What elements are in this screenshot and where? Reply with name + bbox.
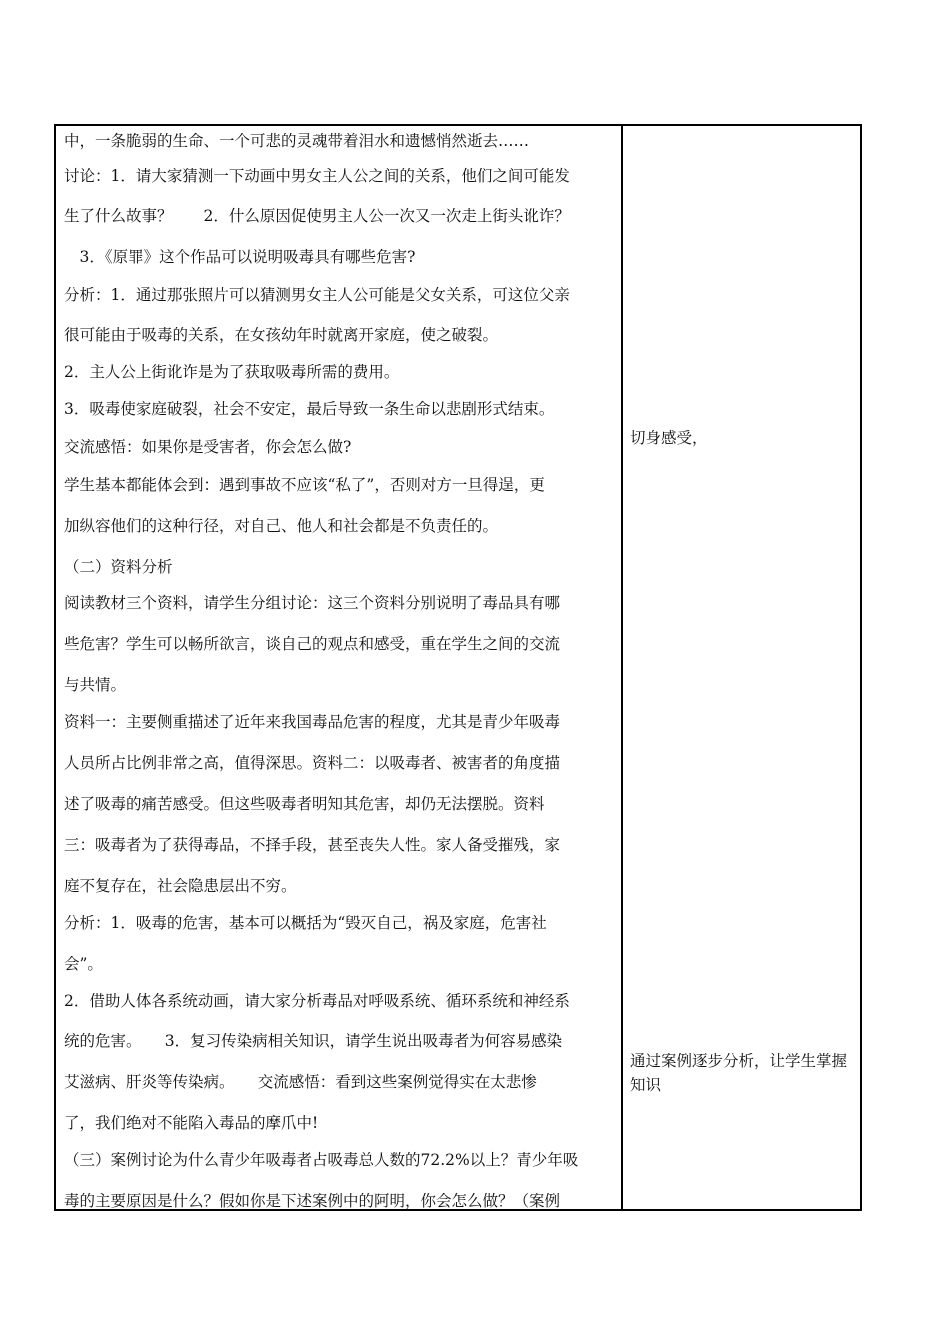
text-line: 会”。 xyxy=(64,955,103,973)
text-line: 了，我们绝对不能陷入毒品的摩爪中! xyxy=(64,1114,319,1132)
note-knowledge: 通过案例逐步分析，让学生掌握知识 xyxy=(630,1052,848,1094)
text-line: 3．吸毒使家庭破裂，社会不安定，最后导致一条生命以悲剧形式结束。 xyxy=(64,400,555,418)
text-line: 生了什么故事？ 2．什么原因促使男主人公一次又一次走上街头讹诈？ xyxy=(64,207,570,225)
text-line: 分析：1．吸毒的危害，基本可以概括为“毁灭自己，祸及家庭，危害社 xyxy=(64,914,547,932)
text-line: 学生基本都能体会到：遇到事故不应该“私了”，否则对方一旦得逞，更 xyxy=(64,476,545,494)
text-line: 阅读教材三个资料，请学生分组讨论：这三个资料分别说明了毒品具有哪 xyxy=(64,594,561,612)
text-line: 人员所占比例非常之高，值得深思。资料二：以吸毒者、被害者的角度描 xyxy=(64,754,561,772)
text-line: 毒的主要原因是什么？假如你是下述案例中的阿明，你会怎么做？（案例 xyxy=(64,1192,561,1210)
lesson-table xyxy=(54,124,862,1211)
text-line: 艾滋病、肝炎等传染病。 交流感悟：看到这些案例觉得实在太悲惨 xyxy=(64,1073,537,1091)
text-line: 三：吸毒者为了获得毒品，不择手段，甚至丧失人性。家人备受摧残，家 xyxy=(64,836,561,854)
text-line: 与共情。 xyxy=(64,676,127,694)
text-line: 些危害？学生可以畅所欲言，谈自己的观点和感受，重在学生之间的交流 xyxy=(64,635,561,653)
text-line: 2．主人公上街讹诈是为了获取吸毒所需的费用。 xyxy=(64,363,400,381)
text-line: 加纵容他们的这种行径，对自己、他人和社会都是不负责任的。 xyxy=(64,517,499,535)
note-feeling: 切身感受， xyxy=(630,429,708,447)
text-line: 讨论：1．请大家猜测一下动画中男女主人公之间的关系，他们之间可能发 xyxy=(64,167,570,185)
text-line: 统的危害。 3．复习传染病相关知识，请学生说出吸毒者为何容易感染 xyxy=(64,1032,563,1050)
text-line: 很可能由于吸毒的关系，在女孩幼年时就离开家庭，使之破裂。 xyxy=(64,326,499,344)
text-line: 庭不复存在，社会隐患层出不穷。 xyxy=(64,877,297,895)
text-line: 分析：1．通过那张照片可以猜测男女主人公可能是父女关系，可这位父亲 xyxy=(64,286,570,304)
text-line: （二）资料分析 xyxy=(64,558,173,576)
column-divider xyxy=(621,126,623,1209)
text-line: （三）案例讨论为什么青少年吸毒者占吸毒总人数的72.2%以上？青少年吸 xyxy=(64,1151,579,1169)
text-line: 资料一：主要侧重描述了近年来我国毒品危害的程度，尤其是青少年吸毒 xyxy=(64,713,561,731)
text-line: 交流感悟：如果你是受害者，你会怎么做? xyxy=(64,438,352,456)
text-line: 中，一条脆弱的生命、一个可悲的灵魂带着泪水和遗憾悄然逝去…… xyxy=(64,132,530,150)
text-line: 2．借助人体各系统动画，请大家分析毒品对呼吸系统、循环系统和神经系 xyxy=(64,992,570,1010)
text-line: 3．《原罪》这个作品可以说明吸毒具有哪些危害? xyxy=(64,248,416,266)
text-line: 述了吸毒的痛苦感受。但这些吸毒者明知其危害，却仍无法摆脱。资料 xyxy=(64,795,545,813)
